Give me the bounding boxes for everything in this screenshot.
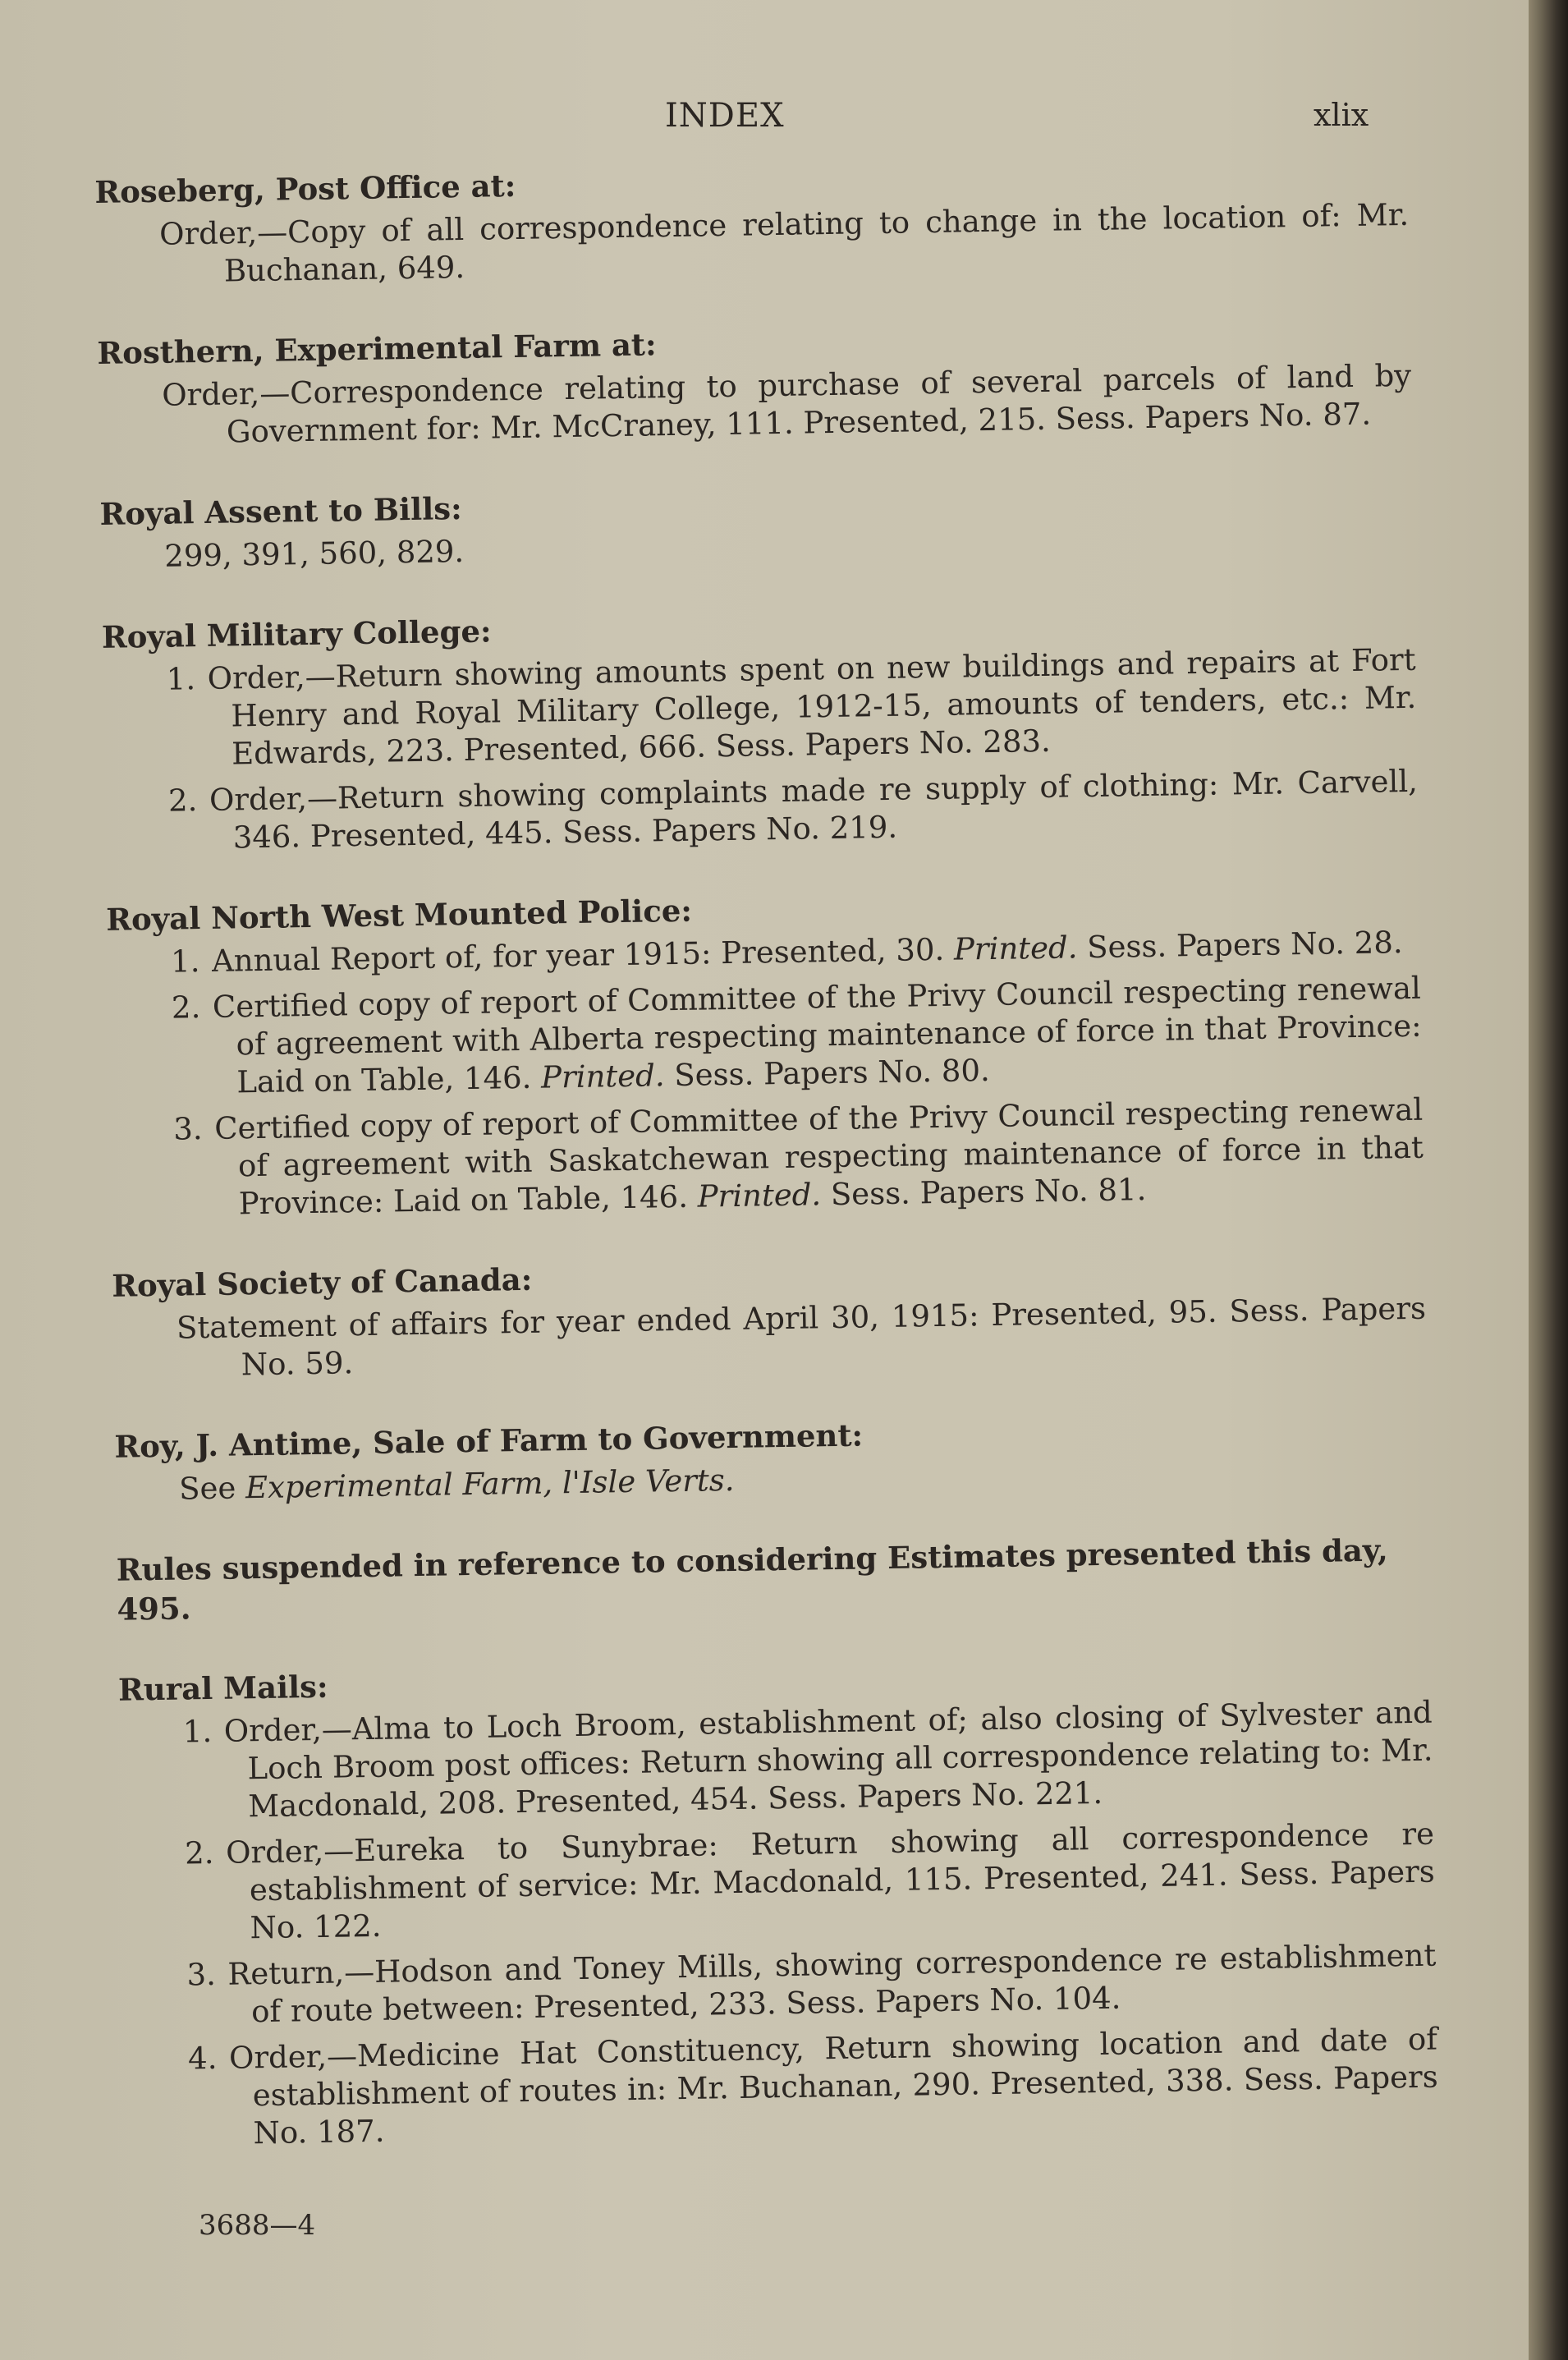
entry-item [108,970,1423,1104]
printer-signature: 3688—4 [199,2209,316,2242]
item-number: 2. [167,783,198,819]
item-number: 4. [187,2040,218,2077]
index-entry [102,597,1419,859]
entry-item [122,1937,1437,2033]
book-page-edge [1529,0,1568,2360]
item-text: Certified copy of report of Committee of the Privy Council respecting renewal of agreement with Saskatchewan respecting maintenance of force in that Province: Laid on Table, 146. [213,1091,1424,1222]
item-text: Return,—Hodson and Toney Mills, showing correspondence re establishment of route between: Presented, 233. Sess. Papers No. 104. [227,1937,1437,2030]
item-text-after: Sess. Papers No. 80. [673,1053,991,1094]
running-title: INDEX [665,97,785,135]
entry-item [95,196,1410,292]
entry-heading: Royal Assent to Bills: [99,490,463,532]
item-number: 1. [182,1713,213,1750]
cross-reference: Experimental Farm, l'Isle Verts. [245,1462,735,1506]
item-text: Order,—Copy of all correspondence relating to change in the location of: Mr. Buchanan, 649. [158,196,1410,289]
item-text: Annual Report of, for year 1915: Presented, 30. [211,931,945,979]
item-number: 3. [186,1956,217,1993]
entry-item [121,1816,1436,1949]
item-number: 3. [172,1111,203,1147]
entry-item [104,763,1419,859]
page-number: xlix [1314,97,1369,133]
item-text: Order,—Eureka to Sunybrae: Return showing all correspondence re establishment of service: Mr. Macdonald, 115. Presented, 241. Sess. Papers No. 122. [225,1816,1436,1946]
index-entry [106,879,1424,1225]
entry-heading: Roy, J. Antime, Sale of Farm to Government: [114,1416,864,1465]
entry-heading: Rules suspended in reference to considering Estimates presented this day, 495. [116,1531,1389,1628]
page-header [0,97,1529,146]
entry-heading: Royal Society of Canada: [111,1260,533,1304]
item-text: Order,—Return showing complaints made re supply of clothing: Mr. Carvell, 346. Presented, 445. Sess. Papers No. 219. [209,763,1419,856]
item-number: 2. [171,989,201,1026]
index-entry [97,313,1412,453]
entry-item [102,641,1417,775]
entry-heading: Rosthern, Experimental Farm at: [97,326,657,371]
entry-item [109,1091,1424,1225]
item-text: Order,—Return showing amounts spent on new buildings and repairs at Fort Henry and Royal Military College, 1912-15, amounts of tenders, etc.: Mr. Edwards, 223. Presented, 666. Sess. Papers No. 283. [207,641,1417,772]
index-entry [94,152,1410,292]
index-entry [118,1650,1439,2155]
item-text: Statement of affairs for year ended April 30, 1915: Presented, 95. Sess. Papers No. 59. [176,1290,1427,1383]
printed-label: Printed. [540,1058,665,1095]
item-text: Order,—Medicine Hat Constituency, Return showing location and date of establishment of routes in: Mr. Buchanan, 290. Presented, 338. Sess. Papers No. 187. [228,2021,1438,2151]
printed-label: Printed. [953,930,1078,967]
item-text: 299, 391, 560, 829. [164,533,465,574]
see-prefix: See [178,1470,236,1507]
printed-label: Printed. [697,1177,822,1214]
entry-item [118,1694,1433,1828]
entry-heading: Royal Military College: [101,613,492,655]
item-text: Order,—Alma to Loch Broom, establishment of; also closing of Sylvester and Loch Broom post offices: Return showing all correspondence relating to: Mr. Macdonald, 208. Presented, 454. Sess. Papers No. 221. [223,1694,1433,1825]
entry-heading: Rural Mails: [117,1668,328,1708]
item-text-after: Sess. Papers No. 28. [1086,925,1403,966]
entry-heading: Roseberg, Post Office at: [94,167,516,210]
index-content [94,152,1440,2196]
item-number: 2. [184,1834,214,1871]
index-entry [114,1407,1428,1509]
item-number: 1. [170,944,200,980]
entry-item [98,357,1412,453]
item-number: 1. [166,661,196,697]
index-entry [116,1530,1430,1629]
entry-item [124,2021,1439,2155]
item-text: Certified copy of report of Committee of the Privy Council respecting renewal of agreement with Alberta respecting maintenance of force in that Province: Laid on Table, 146. [212,970,1422,1100]
index-entry [99,474,1414,576]
entry-heading: Royal North West Mounted Police: [105,892,693,938]
item-text: Order,—Correspondence relating to purchase of several parcels of land by Government for: Mr. McCraney, 111. Presented, 215. Sess. Papers No. 87. [161,357,1412,450]
item-text-after: Sess. Papers No. 81. [830,1172,1147,1213]
index-entry [112,1246,1427,1386]
entry-item [112,1290,1427,1386]
